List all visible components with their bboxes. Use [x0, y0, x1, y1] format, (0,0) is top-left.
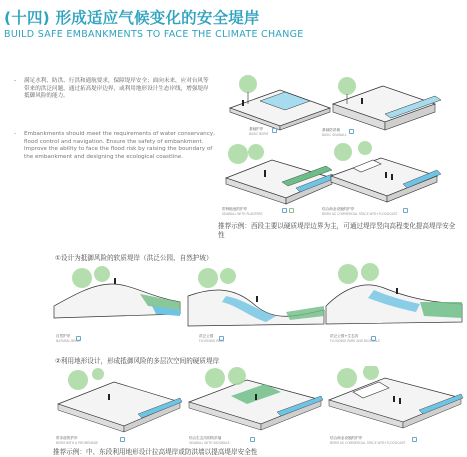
illustration-flooding-park-bioswale — [324, 262, 464, 336]
illustration-seawall-bioswale — [185, 366, 325, 436]
water-icon — [282, 208, 287, 213]
water-icon — [250, 437, 255, 442]
illustration-commercial-berm-2 — [325, 366, 465, 436]
tree-icon — [289, 208, 294, 213]
label-seawall-bioswale: 结合生态沟的防洪墙 SEAWALL WITH BIOSWALE — [189, 436, 230, 445]
illustration-seawall-planters — [220, 138, 340, 208]
water-icon — [219, 336, 224, 341]
tree-icon — [228, 367, 246, 385]
tree-icon — [363, 366, 379, 380]
tree-icon — [334, 143, 352, 161]
water-icon — [349, 129, 354, 134]
tree-icon — [205, 368, 225, 388]
water-icon — [403, 208, 408, 213]
tree-icon — [198, 268, 218, 288]
tree-icon — [248, 144, 264, 160]
tree-icon — [94, 266, 110, 282]
label-basic-seawall: 基础防洪墙 BASIC SEAWALL — [322, 128, 347, 137]
water-icon — [120, 437, 125, 442]
page-subtitle: BUILD SAFE EMBANKMENTS TO FACE THE CLIMATE CHANGE — [4, 29, 304, 40]
water-icon — [371, 336, 376, 341]
label-berm-promenade: 带步道的护岸 BERM WITH A PROMENADE — [56, 436, 98, 445]
tree-icon — [338, 264, 358, 284]
bullet-dash: - — [14, 78, 17, 84]
water-icon — [272, 128, 277, 133]
tree-icon — [239, 75, 257, 93]
top-caption: 推荐示例：西段主要以硬质堤岸边界为主，可通过堤岸竖向高程变化提高堤岸安全性 — [218, 222, 456, 239]
footer-caption: 推荐示例：中、东段利用地形设计拉高堤岸或防洪墙以提高堤岸安全性 — [53, 448, 258, 456]
illustration-natural-berm — [52, 266, 182, 326]
tree-icon — [358, 141, 372, 155]
tree-icon — [337, 368, 357, 388]
tree-icon — [361, 263, 379, 281]
tree-icon — [220, 268, 236, 284]
bullet-cn-text: 满足水利、防洪、行洪和通航要求，保障堤岸安全；面向未来，应对台风等带来的洪泛问题，通过拓高堤岸边界，或利用地形设计生态岸线，增强堤岸抵御风险的能力。 — [24, 78, 209, 100]
tree-icon — [72, 268, 92, 288]
tree-icon — [68, 370, 88, 390]
page-title: (十四) 形成适应气候变化的安全堤岸 — [4, 9, 260, 27]
label-flooding-park-bioswale: 洪泛公园+生态沟 FLOODING PARK AND BIOSWALE — [330, 334, 381, 343]
illustration-flooding-park — [186, 266, 326, 336]
label-commercial-berm-2: 结合商业设施的护岸 BERM AS COMMERCIAL SPACE WITH FLOODGATE — [330, 436, 406, 445]
illustration-commercial-berm — [325, 140, 445, 210]
bullet-en-text: Embankments should meet the requirements of water conservancy, flood control and navigation. Ensure the safety of embankment. Improve the ability to face the flood risk by raising the boundary of the embankment and designing the ecological coastline. — [24, 131, 215, 160]
label-seawall-planters: 带种植池的护岸 SEAWALL WITH PLANTERS — [222, 207, 263, 216]
illustration-berm-promenade — [54, 368, 184, 436]
section2-heading: ②利用地形设计，形成抵御风险的多层次空间的硬质堤岸 — [55, 357, 220, 365]
bullet-cn — [14, 78, 214, 101]
water-icon — [412, 437, 417, 442]
label-natural-berm: 自然护岸 NATURAL BERM — [56, 334, 81, 343]
label-commercial-berm: 结合商业设施的护岸 BERM AS COMMERCIAL SPACE WITH FLOODGATE — [322, 207, 398, 216]
section1-heading: ①设计为抵御风险的软质堤岸（洪泛公园、自然护坡） — [55, 254, 213, 262]
tree-icon — [338, 77, 356, 95]
bullet-dash: - — [14, 131, 17, 137]
illustration-basic-berm — [220, 70, 340, 132]
illustration-basic-seawall — [325, 74, 445, 136]
tree-icon — [228, 144, 248, 164]
tree-icon — [92, 368, 104, 380]
label-basic-berm: 基础护岸 BASIC BERM — [249, 127, 269, 136]
bullet-en — [14, 131, 216, 161]
water-icon — [76, 336, 81, 341]
label-flooding-park: 洪泛公园 FLOODING PARK — [199, 334, 225, 343]
